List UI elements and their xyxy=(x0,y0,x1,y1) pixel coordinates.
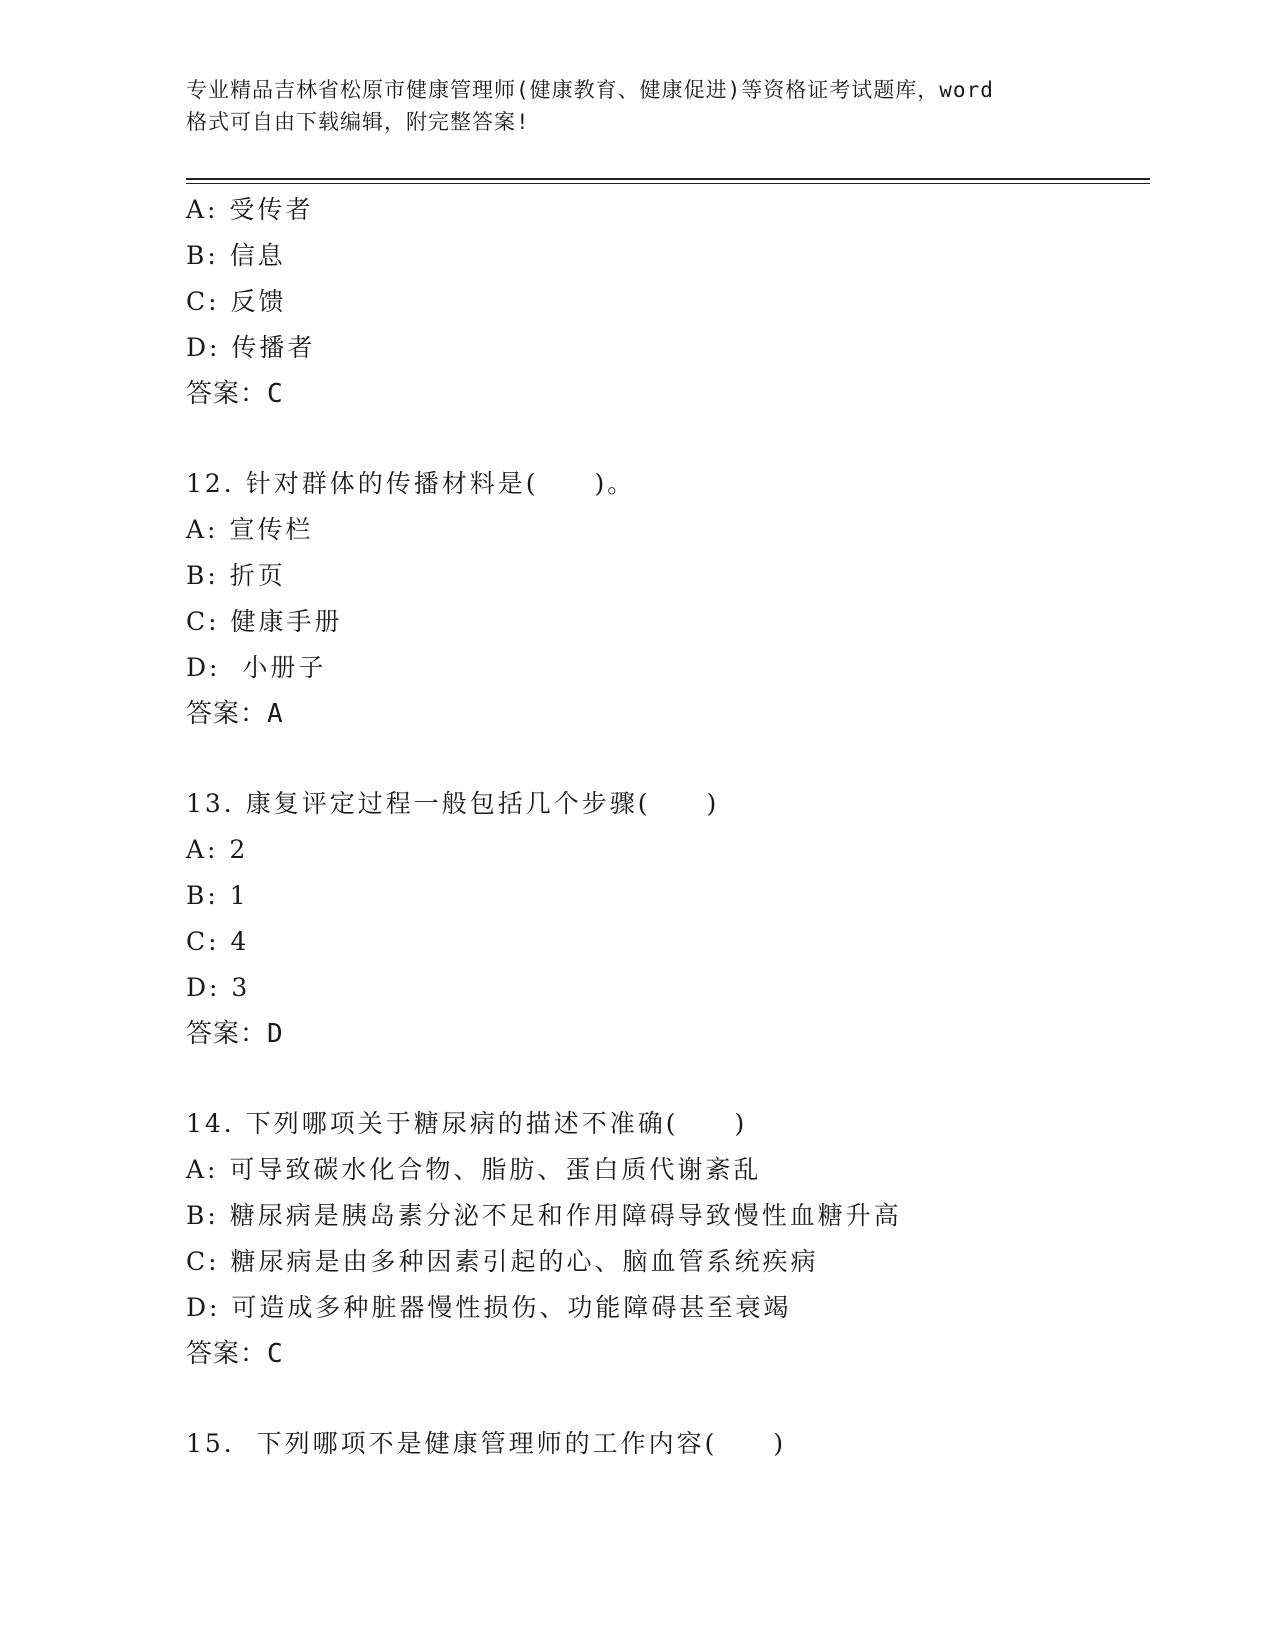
question-15 xyxy=(186,1421,1146,1467)
option-c: C: 反馈 xyxy=(186,287,287,316)
option-d: D: 小册子 xyxy=(186,653,327,682)
option-a: A: 宣传栏 xyxy=(186,515,314,544)
answer-line xyxy=(186,1011,1146,1057)
question-title: 13. 康复评定过程一般包括几个步骤( ) xyxy=(186,789,720,818)
option-b: B: 信息 xyxy=(186,241,286,270)
header-line-1: 专业精品吉林省松原市健康管理师(健康教育、健康促进)等资格证考试题库，word xyxy=(186,78,994,102)
answer-line xyxy=(186,691,1146,737)
question-title: 12. 针对群体的传播材料是( )。 xyxy=(186,469,636,498)
question-title: 14. 下列哪项关于糖尿病的描述不准确( ) xyxy=(186,1109,748,1138)
question-list xyxy=(186,187,1146,1467)
answer-line xyxy=(186,371,1146,417)
answer-key: D xyxy=(267,1019,284,1049)
question-title: 15. 下列哪项不是健康管理师的工作内容( ) xyxy=(186,1429,787,1458)
header-line-2: 格式可自由下载编辑，附完整答案! xyxy=(186,110,530,134)
answer-key: A xyxy=(267,699,284,729)
option-c: C: 健康手册 xyxy=(186,607,343,636)
option-b: B: 折页 xyxy=(186,561,286,590)
answer-key: C xyxy=(267,379,284,409)
spacer xyxy=(186,417,1146,461)
header-rule-thin xyxy=(186,183,1150,184)
answer-label: 答案： xyxy=(186,1019,268,1049)
answer-key: C xyxy=(267,1339,284,1369)
option-c: C: 4 xyxy=(186,927,250,956)
question-11 xyxy=(186,187,1146,417)
option-b: B: 1 xyxy=(186,881,249,910)
option-d: D: 3 xyxy=(186,973,251,1002)
option-a: A: 可导致碳水化合物、脂肪、蛋白质代谢紊乱 xyxy=(186,1155,762,1184)
answer-label: 答案： xyxy=(186,699,268,729)
question-14 xyxy=(186,1101,1146,1377)
question-13 xyxy=(186,781,1146,1057)
answer-line xyxy=(186,1331,1146,1377)
answer-label: 答案： xyxy=(186,1339,268,1369)
option-a: A: 受传者 xyxy=(186,195,314,224)
answer-label: 答案： xyxy=(186,379,268,409)
option-d: D: 传播者 xyxy=(186,333,316,362)
spacer xyxy=(186,1057,1146,1101)
question-12 xyxy=(186,461,1146,737)
spacer xyxy=(186,1377,1146,1421)
option-a: A: 2 xyxy=(186,835,249,864)
header-rule-thick xyxy=(186,178,1150,180)
option-d: D: 可造成多种脏器慢性损伤、功能障碍甚至衰竭 xyxy=(186,1293,792,1322)
option-b: B: 糖尿病是胰岛素分泌不足和作用障碍导致慢性血糖升高 xyxy=(186,1201,902,1230)
option-c: C: 糖尿病是由多种因素引起的心、脑血管系统疾病 xyxy=(186,1247,819,1276)
spacer xyxy=(186,737,1146,781)
document-header xyxy=(186,74,1086,138)
